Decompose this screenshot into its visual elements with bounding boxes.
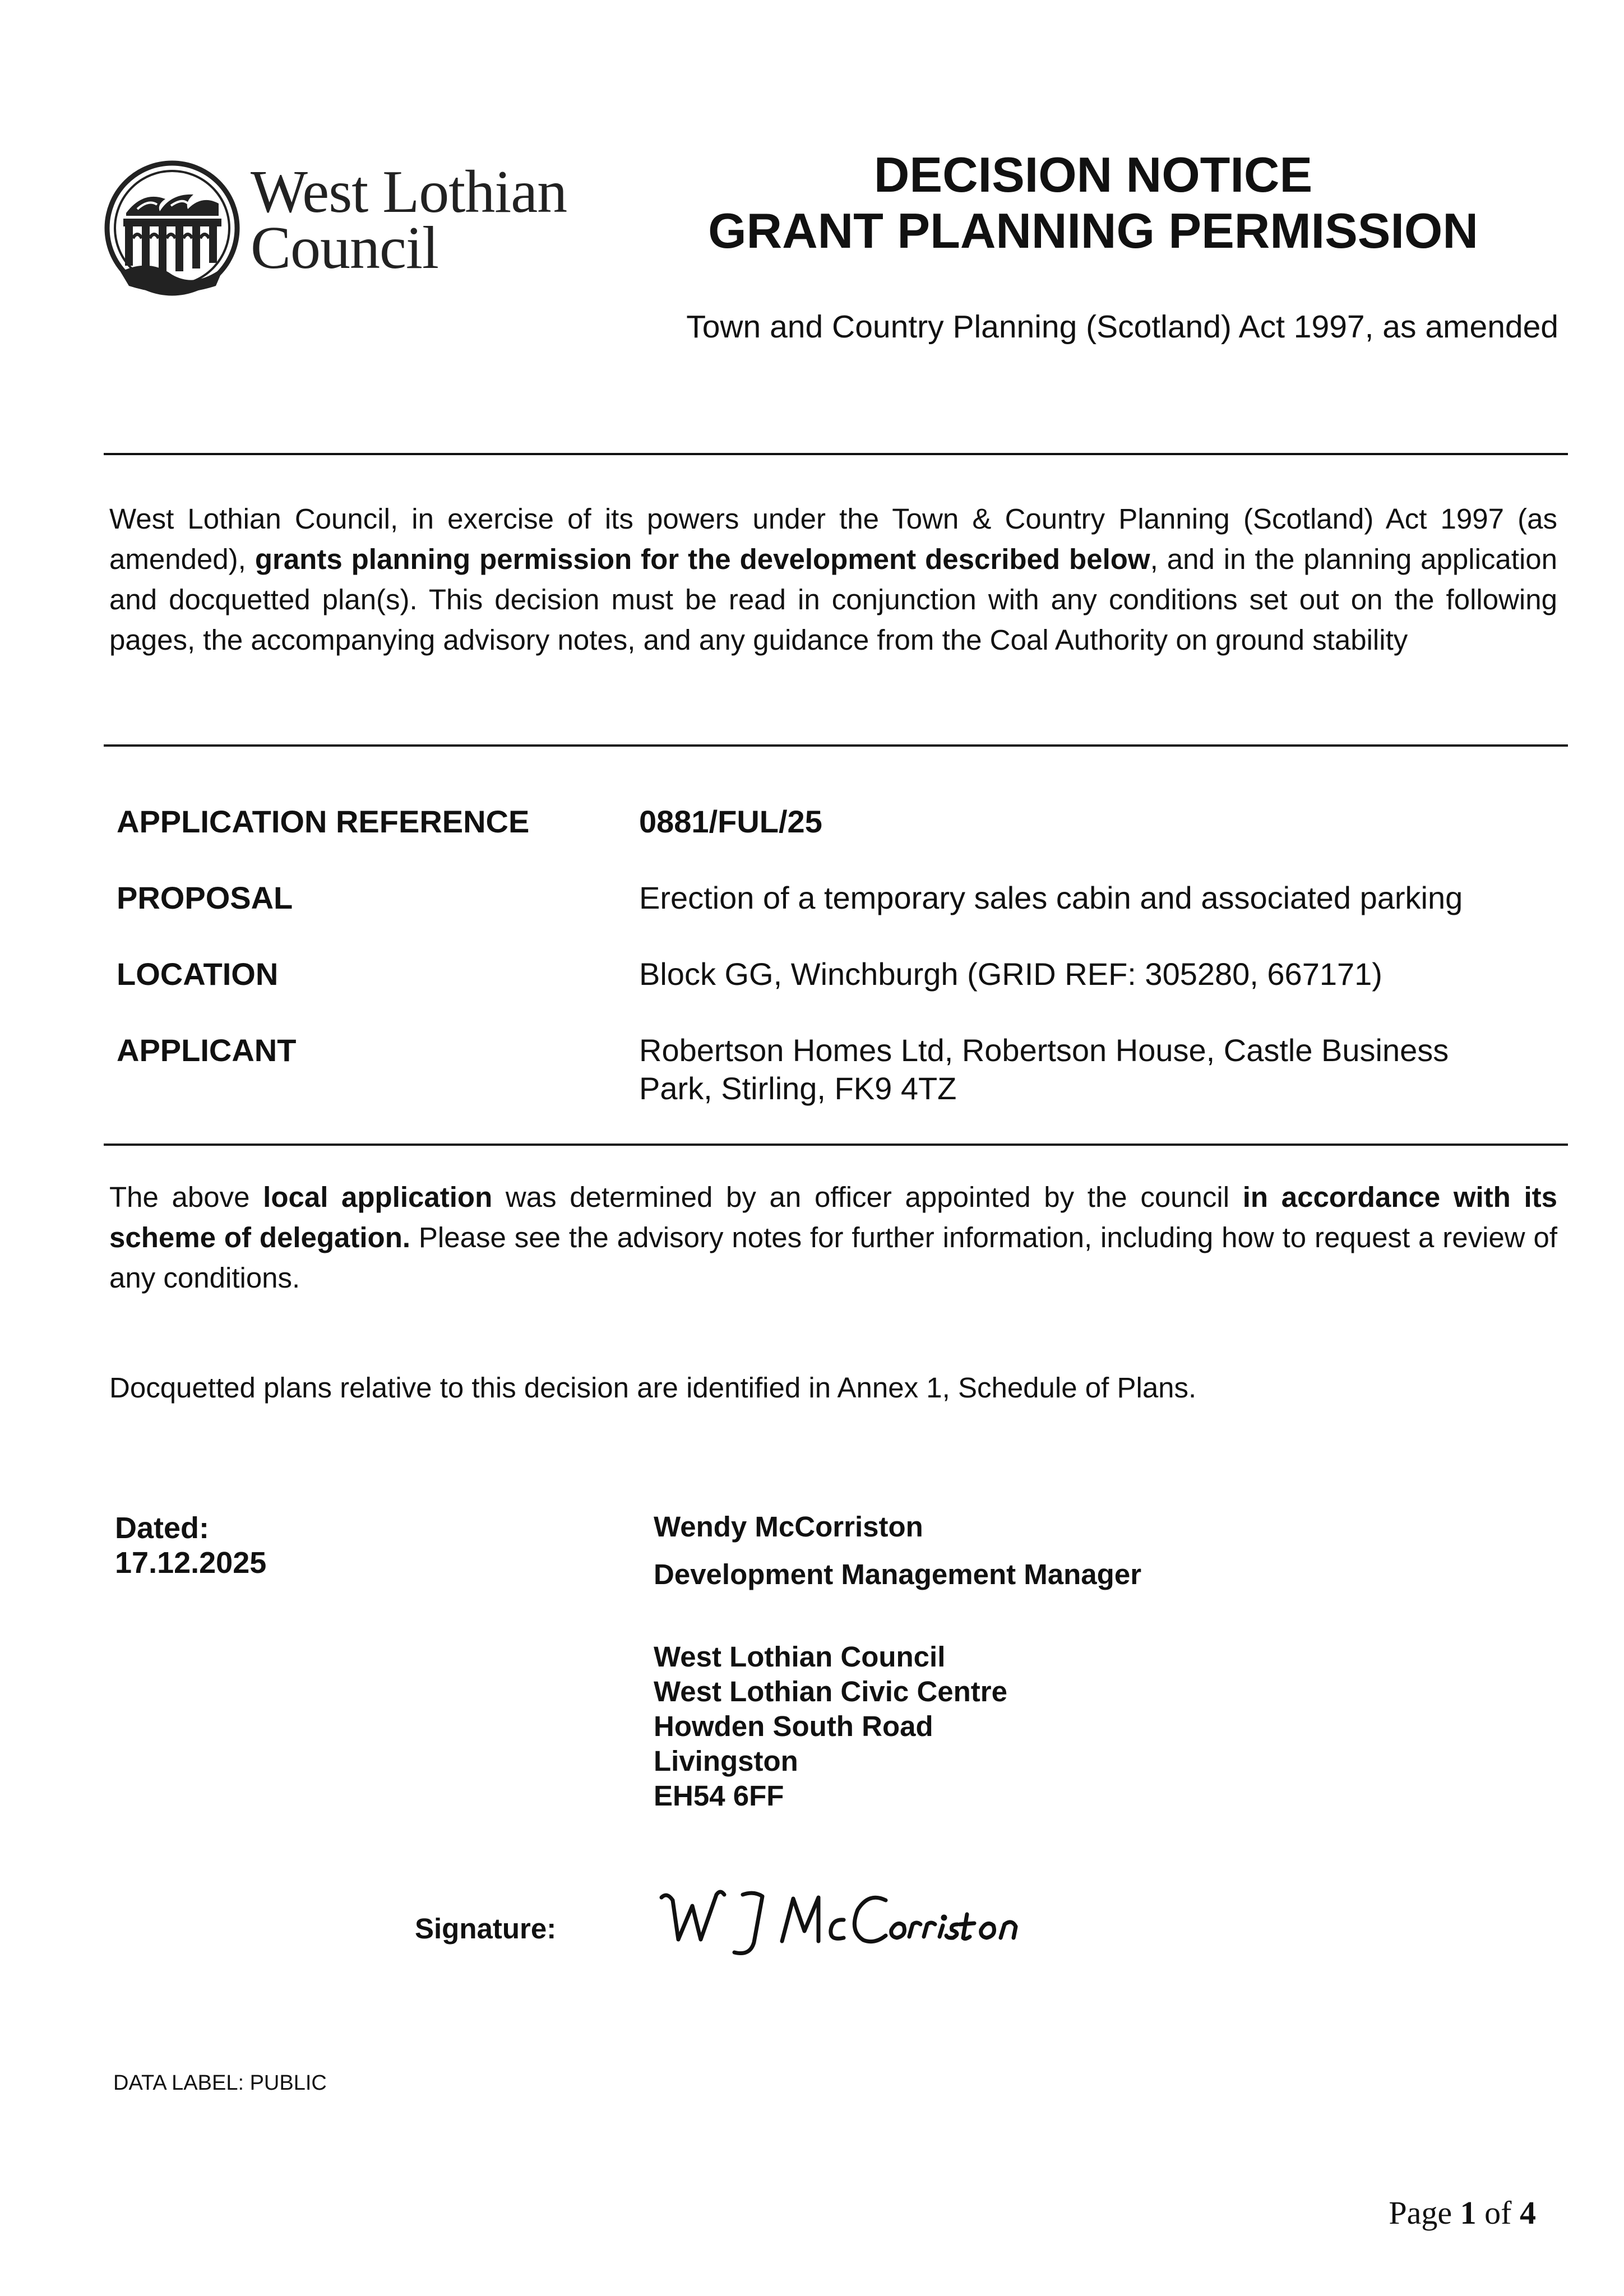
page-current: 1 (1460, 2195, 1477, 2231)
page-title-line1: DECISION NOTICE (873, 147, 1313, 202)
divider (104, 453, 1568, 455)
applicant-label: APPLICANT (117, 1033, 297, 1068)
intro-text-1: West Lothian Council, in exercise of its powers under the Town & Country Planning (Scotland) Act 1997 (as amended), (109, 503, 1557, 575)
address-line: West Lothian Council (654, 1641, 946, 1673)
location-value: Block GG, Winchburgh (GRID REF: 305280, 667171) (639, 956, 1382, 992)
intro-bold-text: grants planning permission for the development described below (255, 543, 1150, 575)
page-word: Page (1389, 2195, 1452, 2231)
determination-text-2: was determined by an officer appointed by the council (492, 1181, 1243, 1213)
address-line: EH54 6FF (654, 1780, 784, 1812)
proposal-value: Erection of a temporary sales cabin and associated parking (639, 880, 1463, 915)
applicant-line2: Park, Stirling, FK9 4TZ (639, 1071, 957, 1106)
council-address (654, 1640, 1007, 1813)
determination-text-1: The above (109, 1181, 263, 1213)
divider (104, 744, 1568, 747)
council-emblem-icon (104, 160, 241, 297)
signature-label: Signature: (415, 1913, 557, 1945)
determination-paragraph (109, 1177, 1557, 1298)
page-total: 4 (1520, 2195, 1536, 2231)
address-line: Livingston (654, 1745, 798, 1777)
applicant-line1: Robertson Homes Ltd, Robertson House, Castle Business (639, 1033, 1449, 1068)
divider (104, 1144, 1568, 1146)
determination-bold-1: local application (263, 1181, 493, 1213)
act-reference: Town and Country Planning (Scotland) Act 1997, as amended (686, 309, 1558, 345)
officer-title: Development Management Manager (654, 1558, 1142, 1590)
dated-label: Dated: (115, 1511, 210, 1545)
page-title-line2: GRANT PLANNING PERMISSION (708, 203, 1478, 258)
determination-bold-2: in accordance with its scheme of delegation. (109, 1181, 1557, 1253)
officer-name: Wendy McCorriston (654, 1511, 923, 1543)
intro-text-2: , and in the planning application and docquetted plan(s). This decision must be read in conjunction with any conditions set out on the following pages, the accompanying advisory notes, and any guidance from the Coal Authority on ground stability (109, 543, 1558, 656)
page-of: of (1484, 2195, 1512, 2231)
wordmark-line1: West Lothian (251, 159, 567, 225)
data-label: DATA LABEL: PUBLIC (113, 2071, 327, 2095)
address-line: Howden South Road (654, 1710, 933, 1742)
handwritten-signature (650, 1875, 1054, 1959)
address-line: West Lothian Civic Centre (654, 1675, 1008, 1707)
intro-paragraph (109, 499, 1557, 660)
application-reference-value: 0881/FUL/25 (639, 804, 822, 839)
dated-value: 17.12.2025 (115, 1546, 267, 1580)
proposal-label: PROPOSAL (117, 880, 293, 915)
council-logo (104, 160, 608, 300)
council-wordmark (251, 159, 567, 281)
plans-note: Docquetted plans relative to this decision are identified in Annex 1, Schedule of Plans. (109, 1372, 1197, 1404)
location-label: LOCATION (117, 956, 279, 992)
page-number (1289, 2193, 1536, 2233)
wordmark-line2: Council (251, 215, 438, 281)
application-reference-label: APPLICATION REFERENCE (117, 804, 530, 839)
determination-text-3: Please see the advisory notes for further information, including how to request a review of any conditions. (109, 1221, 1557, 1294)
applicant-value (639, 1031, 1564, 1108)
